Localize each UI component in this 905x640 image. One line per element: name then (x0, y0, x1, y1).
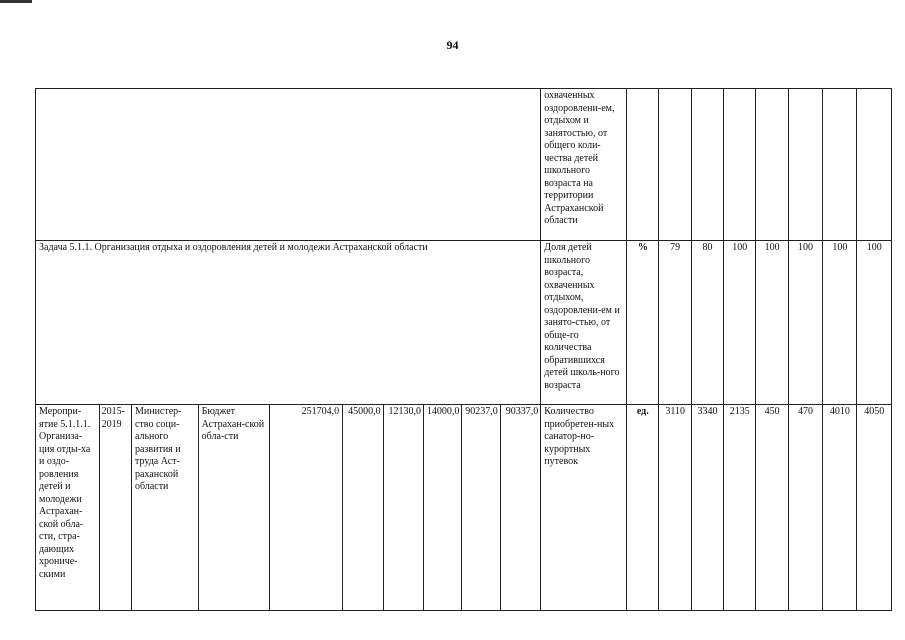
table-row-continuation (36, 89, 892, 241)
activity-value-cell: 3110 (659, 405, 691, 611)
task-value-cell: 100 (724, 241, 756, 405)
continuation-indicator-cell: охваченных оздоровлени-ем, отдыхом и занятостью, от общего коли-чества детей школьного возраста на территории Астраханской области (541, 89, 627, 241)
continuation-value-cell (823, 89, 857, 241)
task-value-cell: 100 (756, 241, 788, 405)
activity-value-cell: 2135 (724, 405, 756, 611)
task-value-cell: 100 (857, 241, 892, 405)
continuation-empty-cell (36, 89, 541, 241)
activity-executor-cell: Министер-ство соци-ального развития и труда Аст-раханской области (131, 405, 198, 611)
task-value-cell: 80 (691, 241, 723, 405)
table-row-activity (36, 405, 892, 611)
financing-year-cell: 90237,0 (462, 405, 500, 611)
activity-value-cell: 4010 (823, 405, 857, 611)
program-table (35, 88, 892, 611)
task-value-cell: 100 (788, 241, 822, 405)
activity-source-cell: Бюджет Астрахан-ской обла-сти (198, 405, 270, 611)
task-unit-cell: % (627, 241, 659, 405)
continuation-value-cell (857, 89, 892, 241)
financing-year-cell: 14000,0 (423, 405, 461, 611)
task-indicator-cell: Доля детей школьного возраста, охваченных отдыхом, оздоровлени-ем и занято-стью, от обще-го количества обратившихся детей школь-ного возраста (541, 241, 627, 405)
activity-value-cell: 470 (788, 405, 822, 611)
financing-year-cell: 12130,0 (383, 405, 423, 611)
financing-year-cell: 90337,0 (500, 405, 541, 611)
continuation-unit-cell (627, 89, 659, 241)
scan-corner-mark (0, 0, 32, 3)
continuation-value-cell (756, 89, 788, 241)
financing-year-cell: 45000,0 (343, 405, 383, 611)
activity-name-cell: Меропри-ятие 5.1.1.1. Организа-ция отды-ха и оздо-ровления детей и молодежи Астрахан-ской обла-сти, стра-дающих хрониче-скими (36, 405, 100, 611)
continuation-value-cell (724, 89, 756, 241)
continuation-value-cell (788, 89, 822, 241)
activity-value-cell: 3340 (691, 405, 723, 611)
continuation-value-cell (659, 89, 691, 241)
table-row-task (36, 241, 892, 405)
activity-value-cell: 4050 (857, 405, 892, 611)
continuation-value-cell (691, 89, 723, 241)
activity-unit-cell: ед. (627, 405, 659, 611)
page-number: 94 (446, 38, 459, 52)
activity-period-cell: 2015-2019 (99, 405, 131, 611)
task-title-cell: Задача 5.1.1. Организация отдыха и оздоровления детей и молодежи Астраханской области (36, 241, 541, 405)
task-value-cell: 79 (659, 241, 691, 405)
activity-value-cell: 450 (756, 405, 788, 611)
financing-total-cell: 251704,0 (270, 405, 343, 611)
activity-indicator-cell: Количество приобретен-ных санатор-но-курортных путевок (541, 405, 627, 611)
task-value-cell: 100 (823, 241, 857, 405)
